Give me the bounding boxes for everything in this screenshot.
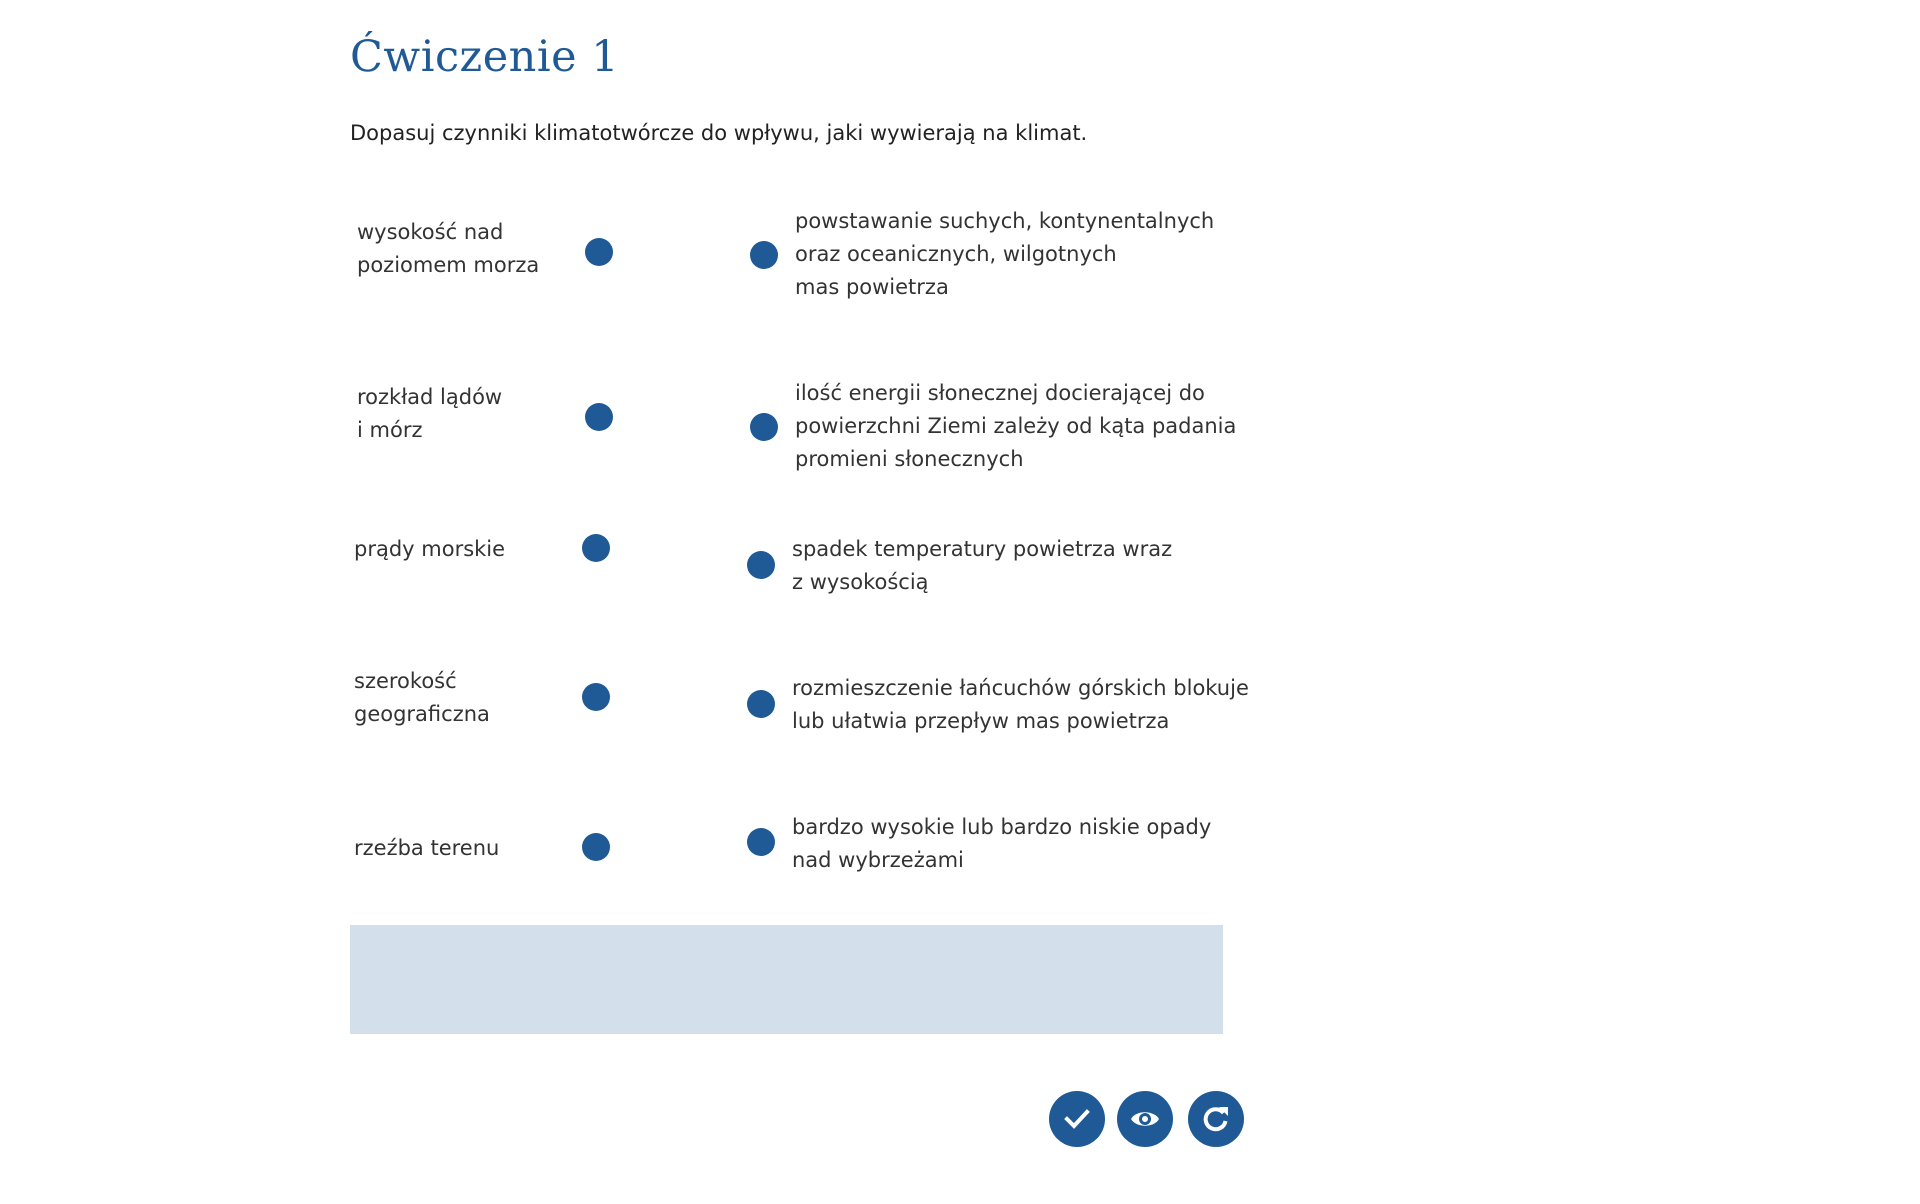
right-connector-dot[interactable] — [750, 413, 778, 441]
show-answers-button[interactable] — [1117, 1091, 1173, 1147]
right-item: ilość energii słonecznej docierającej do powierzchni Ziemi zależy od kąta padania promieni słonecznych — [795, 381, 1237, 471]
eye-icon — [1129, 1103, 1161, 1135]
left-item: prądy morskie — [354, 537, 506, 561]
feedback-area — [350, 925, 1223, 1034]
right-item: rozmieszczenie łańcuchów górskich blokuje lub ułatwia przepływ mas powietrza — [792, 676, 1249, 733]
left-connector-dot[interactable] — [582, 534, 610, 562]
left-connector-dot[interactable] — [582, 683, 610, 711]
right-connector-dot[interactable] — [747, 690, 775, 718]
check-answers-button[interactable] — [1049, 1091, 1105, 1147]
right-item: bardzo wysokie lub bardzo niskie opady nad wybrzeżami — [792, 815, 1212, 872]
refresh-icon — [1200, 1103, 1232, 1135]
right-connector-dot[interactable] — [747, 551, 775, 579]
left-item: rozkład lądów i mórz — [357, 385, 503, 442]
right-item: spadek temperatury powietrza wraz z wysokością — [792, 537, 1173, 594]
reset-button[interactable] — [1188, 1091, 1244, 1147]
right-connector-dot[interactable] — [747, 828, 775, 856]
right-item: powstawanie suchych, kontynentalnych oraz oceanicznych, wilgotnych mas powietrza — [795, 209, 1215, 299]
left-connector-dot[interactable] — [582, 833, 610, 861]
right-connector-dot[interactable] — [750, 241, 778, 269]
left-connector-dot[interactable] — [585, 238, 613, 266]
left-item: wysokość nad poziomem morza — [357, 220, 540, 277]
exercise-instruction: Dopasuj czynniki klimatotwórcze do wpływu, jaki wywierają na klimat. — [350, 121, 1088, 145]
exercise-title: Ćwiczenie 1 — [350, 32, 620, 82]
left-item: szerokość geograficzna — [354, 669, 490, 726]
left-connector-dot[interactable] — [585, 403, 613, 431]
left-item: rzeźba terenu — [354, 836, 500, 860]
check-icon — [1062, 1104, 1092, 1134]
